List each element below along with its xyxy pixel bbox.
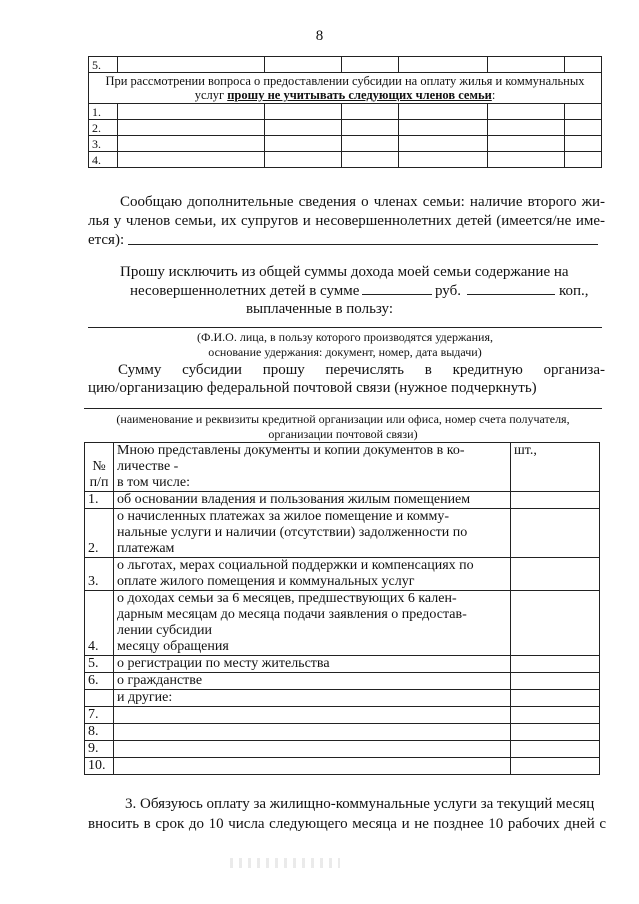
header-number: № п/п [85,443,114,492]
row-number: 5. [89,57,118,73]
excluded-members-table [88,56,602,168]
exclude-income-line1: Прошу исключить из общей суммы дохода моей семьи содержание на [120,264,569,280]
table-header-row [85,443,600,492]
paragraph-additional-info-line2: лья у членов семьи, их супругов и несовершеннолетних детей (имеется/не име- [88,213,605,229]
table-row: и другие: [85,690,600,707]
paragraph-additional-info-line1: Сообщаю дополнительные сведения о членах семьи: наличие второго жи- [120,194,605,210]
table-row: 2. о начисленных платежах за жилое помещение и комму- нальные услуги и наличии (отсутствии) задолженности по платежам [85,509,600,558]
table-row: 4. [89,152,602,168]
table-row: 3. о льготах, мерах социальной поддержки и компенсациях по оплате жилого помещения и коммунальных услуг [85,558,600,591]
exclude-income-line2a: несовершеннолетних детей в сумме [130,283,360,299]
table-row: 3. [89,136,602,152]
table-caption: При рассмотрении вопроса о предоставлении субсидии на оплату жилья и коммунальных услуг прошу не учитывать следующих членов семьи: [89,73,602,104]
paid-to-label: выплаченные в пользу: [245,301,394,317]
header-quantity: шт., [511,443,600,492]
amount-rub-field[interactable] [362,294,432,295]
subsidy-transfer-line2: цию/организацию федеральной почтовой связи (нужное подчеркнуть) [88,380,537,396]
second-housing-field[interactable] [128,244,598,245]
bank-hint-line2: организации почтовой связи) [268,427,418,441]
rub-label: руб. [435,283,461,299]
recipient-name-field[interactable] [88,327,602,328]
table-row: 7. [85,707,600,724]
recipient-hint-line1: (Ф.И.О. лица, в пользу которого производятся удержания, [197,330,493,344]
scan-artifact [230,858,340,868]
recipient-hint-line2: основание удержания: документ, номер, дата выдачи) [208,345,482,359]
table-row: 8. [85,724,600,741]
obligation-line2: вносить в срок до 10 числа следующего месяца и не позднее 10 рабочих дней с [88,816,606,832]
table-row: 9. [85,741,600,758]
table-row: 4. о доходах семьи за 6 месяцев, предшествующих 6 кален- дарным месяцам до месяца подачи заявления о предостав- лении субсидии месяцу обращения [85,591,600,656]
table-caption-row [89,73,602,104]
documents-table [84,442,600,775]
table-row: 1. [89,104,602,120]
table-row: 6. о гражданстве [85,673,600,690]
table-row: 1. об основании владения и пользования жилым помещением [85,492,600,509]
kop-label: коп., [559,283,589,299]
page-number: 8 [315,28,324,44]
paragraph-additional-info-line3: ется): [88,232,125,248]
obligation-line1: 3. Обязуюсь оплату за жилищно-коммунальные услуги за текущий месяц [125,796,595,812]
header-description: Мною представлены документы и копии документов в ко- личестве - в том числе: [114,443,511,492]
bank-details-field[interactable] [84,408,602,409]
table-row: 2. [89,120,602,136]
bank-hint-line1: (наименование и реквизиты кредитной организации или офиса, номер счета получателя, [116,412,570,426]
table-row: 5. о регистрации по месту жительства [85,656,600,673]
amount-kop-field[interactable] [467,294,555,295]
subsidy-transfer-line1: Сумму субсидии прошу перечислять в кредитную организа- [118,362,605,378]
table-row: 10. [85,758,600,775]
table-row [89,57,602,73]
